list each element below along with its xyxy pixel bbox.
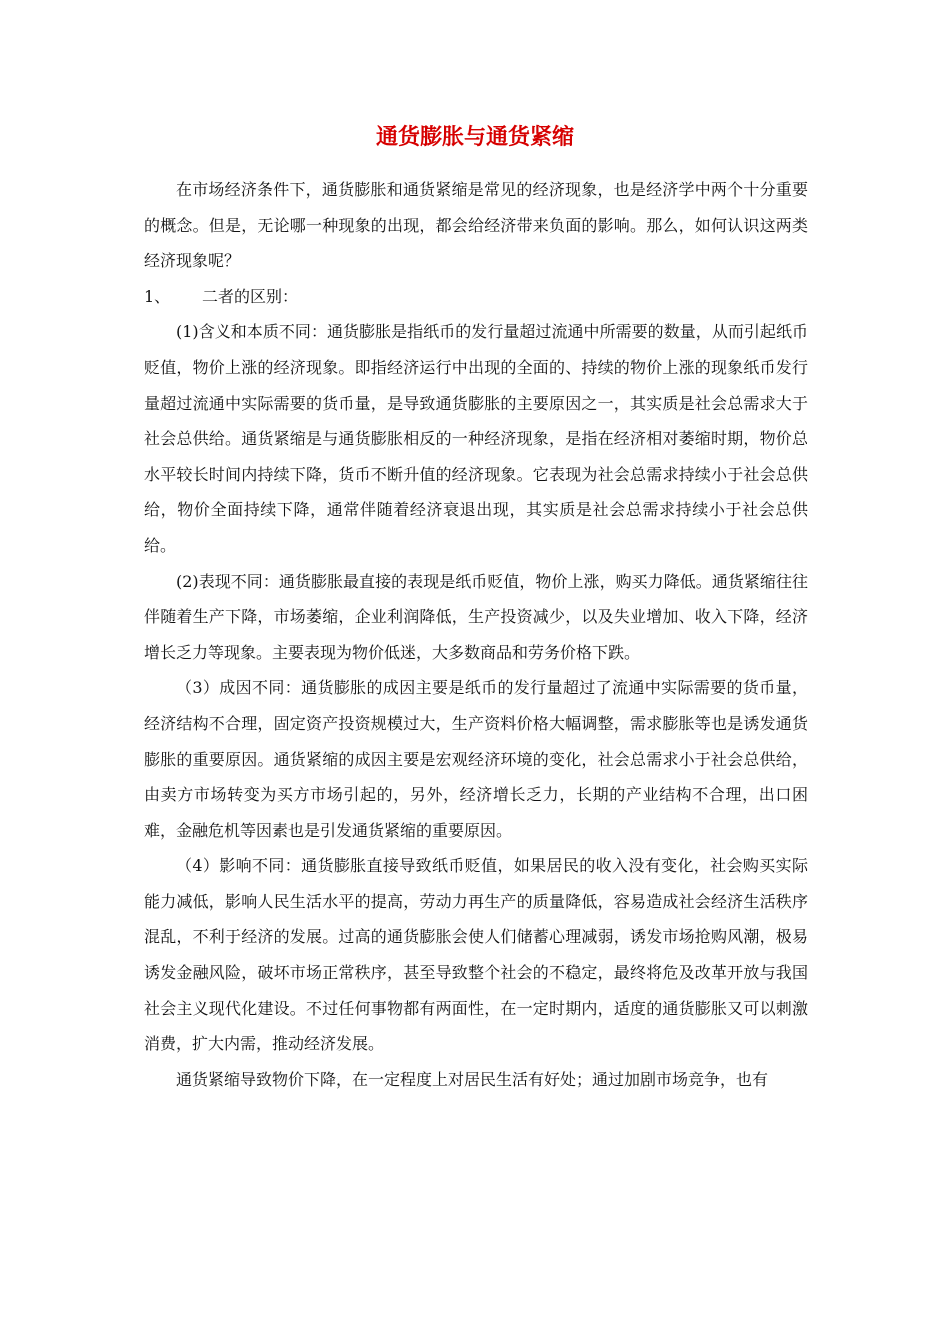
section-heading-text: 二者的区别： <box>202 286 299 306</box>
section-heading <box>144 279 808 315</box>
intro-paragraph: 在市场经济条件下，通货膨胀和通货紧缩是常见的经济现象，也是经济学中两个十分重要的概念。但是，无论哪一种现象的出现，都会给经济带来负面的影响。那么，如何认识这两类经济现象呢？ <box>144 180 808 271</box>
paragraph-meaning: (1)含义和本质不同：通货膨胀是指纸币的发行量超过流通中所需要的数量，从而引起纸币贬值，物价上涨的经济现象。即指经济运行中出现的全面的、持续的物价上涨的现象纸币发行量超过流通中实际需要的货币量，是导致通货膨胀的主要原因之一，其实质是社会总需求大于社会总供给。通货紧缩是与通货膨胀相反的一种经济现象，是指在经济相对萎缩时期，物价总水平较长时间内持续下降，货币不断升值的经济现象。它表现为社会总需求持续小于社会总供给，物价全面持续下降，通常伴随着经济衰退出现，其实质是社会总需求持续小于社会总供给。 <box>144 322 808 555</box>
paragraph-manifestation: (2)表现不同：通货膨胀最直接的表现是纸币贬值，物价上涨，购买力降低。通货紧缩往往伴随着生产下降，市场萎缩，企业利润降低，生产投资减少，以及失业增加、收入下降，经济增长乏力等现象。主要表现为物价低迷，大多数商品和劳务价格下跌。 <box>144 571 808 662</box>
paragraph-causes: （3）成因不同：通货膨胀的成因主要是纸币的发行量超过了流通中实际需要的货币量，经济结构不合理，固定资产投资规模过大，生产资料价格大幅调整，需求膨胀等也是诱发通货膨胀的重要原因。通货紧缩的成因主要是宏观经济环境的变化，社会总需求小于社会总供给，由卖方市场转变为买方市场引起的，另外，经济增长乏力，长期的产业结构不合理，出口困难，金融危机等因素也是引发通货紧缩的重要原因。 <box>144 678 808 840</box>
paragraph-deflation-effects: 通货紧缩导致物价下降，在一定程度上对居民生活有好处；通过加剧市场竞争，也有 <box>176 1069 769 1089</box>
section-number: 1、 <box>144 286 171 306</box>
document-body <box>144 172 808 1097</box>
paragraph-impact: （4）影响不同：通货膨胀直接导致纸币贬值，如果居民的收入没有变化，社会购买实际能力减低，影响人民生活水平的提高，劳动力再生产的质量降低，容易造成社会经济生活秩序混乱，不利于经济的发展。过高的通货膨胀会使人们储蓄心理减弱，诱发市场抢购风潮，极易诱发金融风险，破坏市场正常秩序，甚至导致整个社会的不稳定，最终将危及改革开放与我国社会主义现代化建设。不过任何事物都有两面性，在一定时期内，适度的通货膨胀又可以刺激消费，扩大内需，推动经济发展。 <box>144 856 808 1054</box>
document-title: 通货膨胀与通货紧缩 <box>375 124 574 150</box>
